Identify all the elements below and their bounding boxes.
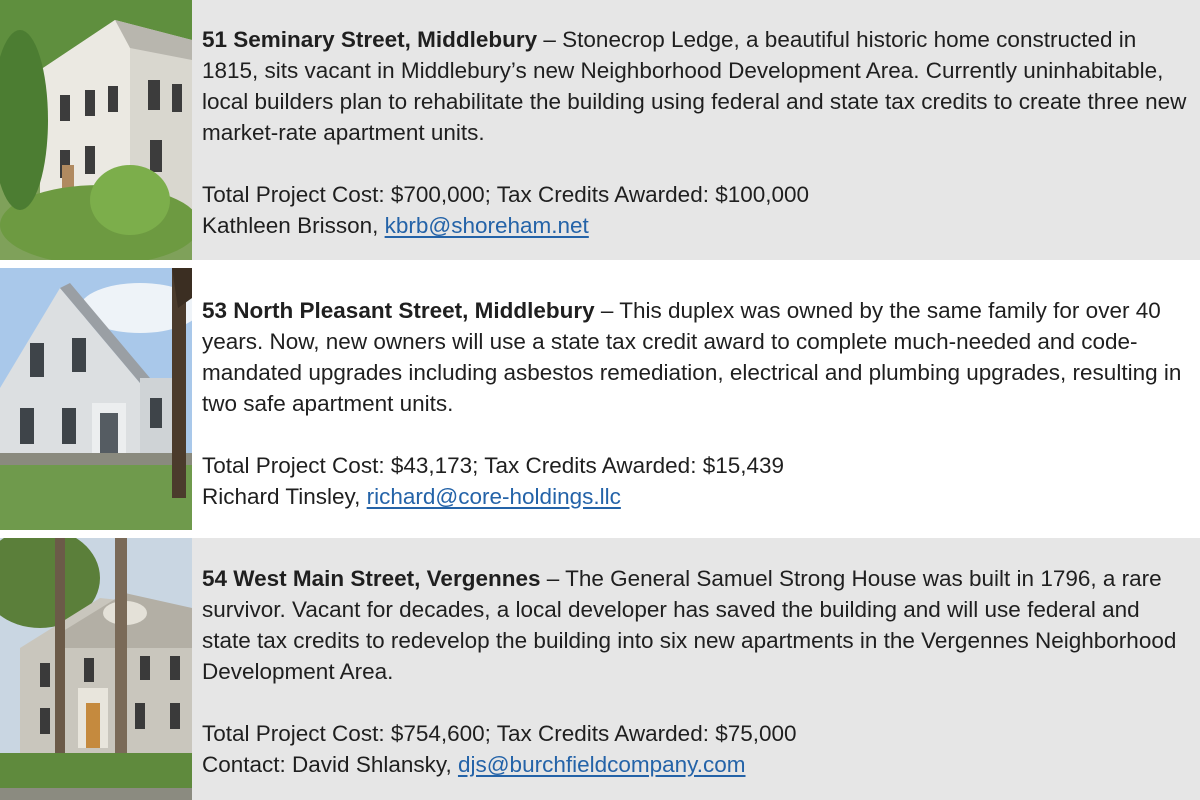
spacer-2 bbox=[202, 419, 1188, 450]
project-text-2 bbox=[202, 295, 1188, 512]
project-contact-1 bbox=[202, 210, 1188, 241]
spacer-3 bbox=[202, 687, 1188, 718]
project-entry-3 bbox=[0, 538, 1200, 800]
house-photo-3 bbox=[0, 538, 192, 800]
contact-name-1: Kathleen Brisson, bbox=[202, 213, 385, 238]
house-photo-1 bbox=[0, 0, 192, 260]
dash-2: – bbox=[594, 298, 620, 323]
description-text-2: This duplex was owned by the same family for over 40 years. Now, new owners will use a state tax credit award to complete much-needed and code-mandated upgrades including asbestos remediation, electrical and plumbing upgrades, resulting in two safe apartment units. bbox=[202, 298, 1182, 416]
project-text-1 bbox=[202, 24, 1188, 241]
contact-email-link-2[interactable]: richard@core-holdings.llc bbox=[366, 484, 621, 509]
project-entry-2 bbox=[0, 268, 1200, 530]
project-contact-3 bbox=[202, 749, 1188, 780]
project-description-3 bbox=[202, 563, 1188, 687]
project-costs-3: Total Project Cost: $754,600; Tax Credits Awarded: $75,000 bbox=[202, 721, 797, 746]
project-text-3 bbox=[202, 563, 1188, 780]
project-description-1 bbox=[202, 24, 1188, 148]
project-description-2 bbox=[202, 295, 1188, 419]
project-costs-2: Total Project Cost: $43,173; Tax Credits Awarded: $15,439 bbox=[202, 453, 785, 478]
project-costs-1: Total Project Cost: $700,000; Tax Credits Awarded: $100,000 bbox=[202, 182, 810, 207]
project-address-3: 54 West Main Street, Vergennes bbox=[202, 566, 541, 591]
house-photo-2 bbox=[0, 268, 192, 530]
description-text-1: Stonecrop Ledge, a beautiful historic home constructed in 1815, sits vacant in Middlebury’s new Neighborhood Development Area. Currently uninhabitable, local builders plan to rehabilitate the building using federal and state tax credits to create three new market-rate apartment units. bbox=[202, 27, 1187, 145]
project-address-1: 51 Seminary Street, Middlebury bbox=[202, 27, 538, 52]
description-text-3: The General Samuel Strong House was built in 1796, a rare survivor. Vacant for decades, a local developer has saved the building and will use federal and state tax credits to redevelop the building into six new apartments in the Vergennes Neighborhood Development Area. bbox=[202, 566, 1177, 684]
contact-email-link-1[interactable]: kbrb@shoreham.net bbox=[384, 213, 589, 238]
dash-1: – bbox=[537, 27, 563, 52]
dash-3: – bbox=[540, 566, 566, 591]
contact-name-2: Richard Tinsley, bbox=[202, 484, 367, 509]
contact-email-link-3[interactable]: djs@burchfieldcompany.com bbox=[457, 752, 746, 777]
spacer-1 bbox=[202, 148, 1188, 179]
project-address-2: 53 North Pleasant Street, Middlebury bbox=[202, 298, 595, 323]
project-entry-1 bbox=[0, 0, 1200, 260]
project-contact-2 bbox=[202, 481, 1188, 512]
contact-name-3: Contact: David Shlansky, bbox=[202, 752, 458, 777]
